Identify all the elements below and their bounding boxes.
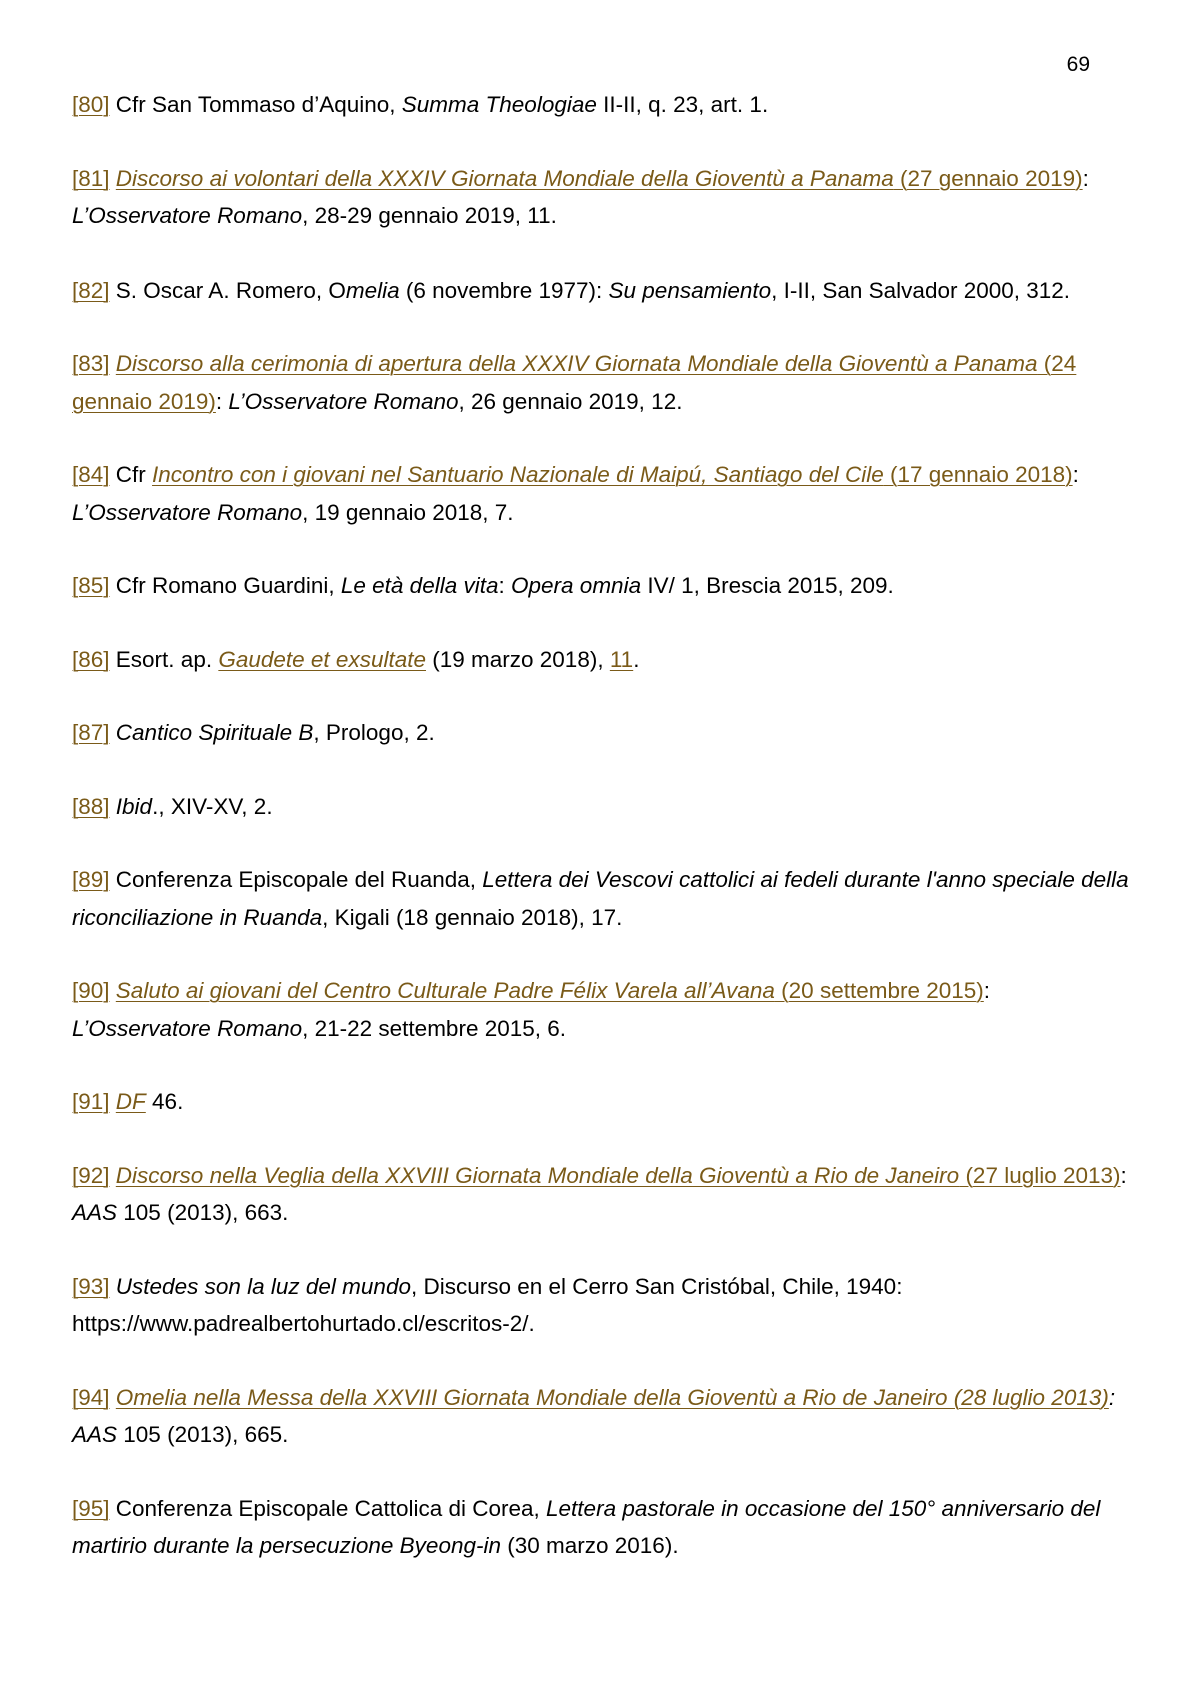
endnote-ref-link[interactable]: [91] — [72, 1089, 110, 1114]
italic-text: L’Osservatore Romano — [228, 388, 459, 414]
endnote — [72, 714, 1132, 752]
citation-link[interactable]: 11 — [609, 646, 634, 672]
italic-text: L’Osservatore Romano — [72, 1015, 303, 1041]
citation-title-link[interactable]: Discorso alla cerimonia di apertura della XXXIV Giornata Mondiale della Gioventù a Panama — [115, 351, 1038, 376]
endnote-ref-link[interactable]: [86] — [72, 646, 110, 672]
note-text: Conferenza Episcopale Cattolica di Corea, — [109, 1495, 547, 1521]
note-text: : — [1120, 1162, 1127, 1188]
note-text: , Discurso en el Cerro San Cristóbal, Chile, 1940: https://www.padrealbertohurtado.cl/escritos-2/. — [72, 1273, 903, 1336]
endnote — [72, 1083, 1132, 1121]
citation-link[interactable]: (20 settembre 2015) — [774, 978, 984, 1003]
endnote — [72, 567, 1132, 605]
note-text: (19 marzo 2018), — [426, 646, 610, 672]
italic-text: Le età della vita — [340, 573, 499, 598]
note-text: IV/ 1, Brescia 2015, 209. — [641, 573, 894, 598]
note-text: , 21-22 settembre 2015, 6. — [302, 1015, 567, 1041]
note-text: : — [983, 978, 991, 1003]
endnote-ref-link[interactable]: [83] — [72, 351, 110, 376]
citation-link[interactable]: (27 gennaio 2019) — [893, 165, 1083, 191]
note-text: (30 marzo 2016). — [500, 1533, 679, 1558]
note-text: 105 (2013), 663. — [117, 1200, 289, 1225]
endnote — [72, 1490, 1132, 1565]
italic-text: Lettera pastorale in occasione del 150° anniversario del martirio durante la persecuzione Byeong-in — [72, 1495, 1101, 1558]
note-text: , I-II, San Salvador 2000, 312. — [771, 277, 1071, 303]
citation-link[interactable]: (27 luglio 2013) — [959, 1162, 1121, 1188]
endnote — [72, 160, 1132, 235]
page-number: 69 — [1066, 53, 1090, 76]
endnote-ref-link[interactable]: [82] — [72, 277, 110, 303]
note-text: , 26 gennaio 2019, 12. — [458, 388, 683, 414]
note-text: . — [633, 646, 640, 672]
note-text: Cfr Romano Guardini, — [109, 573, 341, 598]
italic-text: : — [1108, 1384, 1116, 1410]
italic-text: L’Osservatore Romano — [72, 203, 303, 228]
endnote-ref-link[interactable]: [87] — [72, 720, 110, 745]
note-text: , Prologo, 2. — [313, 720, 435, 745]
endnote-ref-link[interactable]: [84] — [72, 462, 110, 487]
italic-text: AAS — [72, 1422, 118, 1447]
endnote-ref-link[interactable]: [88] — [72, 793, 110, 819]
note-text: , 19 gennaio 2018, 7. — [302, 499, 514, 525]
note-text: 46. — [145, 1089, 184, 1114]
endnote-ref-link[interactable]: [95] — [72, 1495, 110, 1521]
endnote — [72, 345, 1132, 420]
endnote — [72, 86, 1132, 124]
note-text: : — [498, 573, 512, 598]
italic-text: Summa Theologiae — [401, 92, 597, 117]
citation-title-link[interactable]: Omelia nella Messa della XXVIII Giornata Mondiale della Gioventù a Rio de Janeiro (28 luglio 2013) — [115, 1384, 1109, 1410]
endnote-ref-link[interactable]: [90] — [72, 978, 110, 1003]
italic-text: Ibid — [115, 793, 153, 819]
endnote — [72, 1268, 1132, 1343]
note-text: 105 (2013), 665. — [117, 1422, 289, 1447]
note-text: , 28-29 gennaio 2019, 11. — [302, 203, 557, 228]
endnote — [72, 1379, 1132, 1454]
note-text: : — [1082, 165, 1089, 191]
endnote-ref-link[interactable]: [80] — [72, 92, 110, 117]
endnote-ref-link[interactable]: [81] — [72, 165, 110, 191]
italic-text: L’Osservatore Romano — [72, 499, 303, 525]
note-text: Cfr — [109, 462, 153, 487]
note-text: Cfr San Tommaso d’Aquino, — [109, 92, 402, 117]
citation-title-link[interactable]: Discorso nella Veglia della XXVIII Giornata Mondiale della Gioventù a Rio de Janeiro — [115, 1162, 960, 1188]
citation-title-link[interactable]: Gaudete et exsultate — [218, 646, 426, 672]
citation-link[interactable]: (24 gennaio 2019) — [72, 351, 1077, 414]
italic-text: melia — [345, 277, 400, 303]
note-text: : — [215, 388, 229, 414]
italic-text: Ustedes son la luz del mundo — [115, 1273, 411, 1299]
italic-text: Cantico Spirituale B — [115, 720, 314, 745]
endnote-ref-link[interactable]: [93] — [72, 1273, 110, 1299]
italic-text: Opera omnia — [511, 573, 642, 598]
note-text: Conferenza Episcopale del Ruanda, — [109, 867, 483, 892]
italic-text: Su pensamiento — [608, 277, 772, 303]
endnotes-list — [72, 86, 1132, 1601]
citation-title-link[interactable]: Saluto ai giovani del Centro Culturale Padre Félix Varela all’Avana — [115, 978, 775, 1003]
endnote — [72, 788, 1132, 826]
citation-title-link[interactable]: DF — [115, 1089, 146, 1114]
citation-link[interactable]: (17 gennaio 2018) — [883, 462, 1073, 487]
endnote — [72, 861, 1132, 936]
endnote — [72, 272, 1132, 310]
note-text: ., XIV-XV, 2. — [152, 793, 273, 819]
endnote — [72, 972, 1132, 1047]
note-text: , Kigali (18 gennaio 2018), 17. — [322, 904, 623, 930]
italic-text: AAS — [72, 1200, 118, 1225]
italic-text: Lettera dei Vescovi cattolici ai fedeli durante l'anno speciale della riconciliazione in Ruanda — [72, 867, 1129, 930]
endnote — [72, 456, 1132, 531]
note-text: Esort. ap. — [109, 646, 219, 672]
endnote-ref-link[interactable]: [94] — [72, 1384, 110, 1410]
citation-title-link[interactable]: Discorso ai volontari della XXXIV Giornata Mondiale della Gioventù a Panama — [115, 165, 894, 191]
endnote-ref-link[interactable]: [89] — [72, 867, 110, 892]
endnote-ref-link[interactable]: [92] — [72, 1162, 110, 1188]
note-text: II-II, q. 23, art. 1. — [596, 92, 769, 117]
note-text: (6 novembre 1977): — [399, 277, 609, 303]
endnote — [72, 641, 1132, 679]
note-text: : — [1072, 462, 1079, 487]
citation-title-link[interactable]: Incontro con i giovani nel Santuario Nazionale di Maipú, Santiago del Cile — [152, 462, 884, 487]
endnote-ref-link[interactable]: [85] — [72, 573, 110, 598]
note-text: S. Oscar A. Romero, O — [109, 277, 346, 303]
endnote — [72, 1157, 1132, 1232]
